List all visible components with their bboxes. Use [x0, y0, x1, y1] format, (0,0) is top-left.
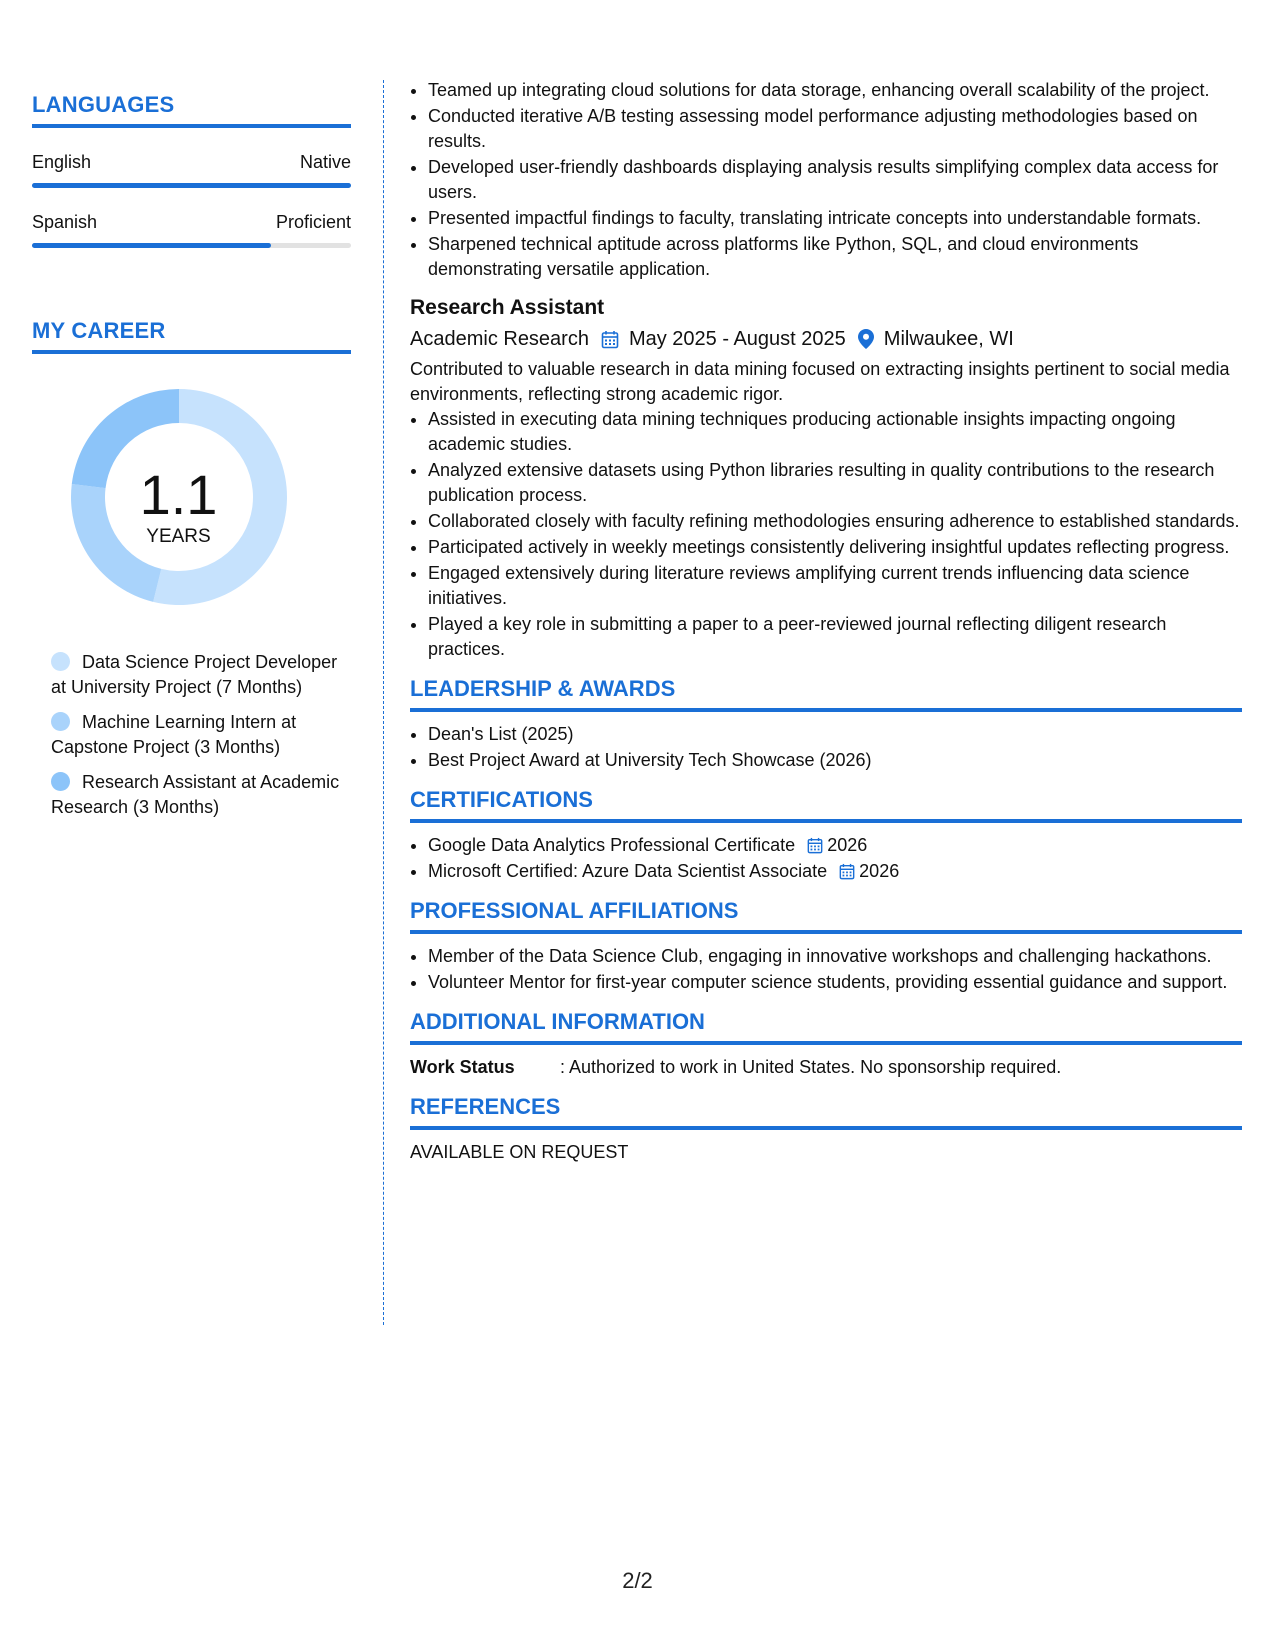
language-item — [32, 152, 351, 188]
bullet-item: • Engaged extensively during literature reviews amplifying current trends influencing data science initiatives. — [428, 561, 1242, 611]
bullet-item: • Developed user-friendly dashboards displaying analysis results simplifying complex data access for users. — [428, 155, 1242, 205]
left-column — [32, 92, 351, 830]
calendar-icon — [839, 863, 855, 880]
leadership-list — [410, 722, 1242, 773]
references-heading: REFERENCES — [410, 1094, 1242, 1130]
career-total-years: 1.1 — [139, 463, 218, 526]
certifications-list — [410, 833, 1242, 884]
right-column — [410, 78, 1242, 1165]
legend-dot-icon — [51, 772, 70, 791]
language-name: Spanish — [32, 212, 98, 232]
calendar-icon — [807, 837, 823, 854]
certification-name: • Microsoft Certified: Azure Data Scientist Associate — [428, 861, 828, 881]
job-dates: May 2025 - August 2025 — [628, 328, 846, 350]
calendar-icon — [601, 330, 619, 349]
career-legend-item — [51, 770, 351, 820]
career-donut-chart — [32, 384, 351, 624]
location-pin-icon — [858, 329, 874, 349]
bullet-item: • Assisted in executing data mining techniques producing actionable insights impacting ongoing academic studies. — [428, 407, 1242, 457]
bullet-item: • Played a key role in submitting a paper to a peer-reviewed journal reflecting diligent research practices. — [428, 612, 1242, 662]
career-heading: MY CAREER — [32, 318, 351, 354]
additional-info-heading: ADDITIONAL INFORMATION — [410, 1009, 1242, 1045]
award-item: • Best Project Award at University Tech Showcase (2026) — [428, 748, 1242, 773]
language-level: Native — [299, 152, 351, 172]
career-legend-item — [51, 710, 351, 760]
references-text: AVAILABLE ON REQUEST — [410, 1142, 629, 1162]
bullet-item: • Participated actively in weekly meetings consistently delivering insightful updates reflecting progress. — [428, 535, 1242, 560]
language-proficiency-fill — [32, 243, 271, 248]
affiliation-item: • Member of the Data Science Club, engaging in innovative workshops and challenging hackathons. — [428, 944, 1242, 969]
certification-year: 2026 — [859, 861, 900, 881]
career-section — [32, 318, 351, 820]
legend-dot-icon — [51, 652, 70, 671]
certification-year: 2026 — [827, 835, 868, 855]
language-name: English — [32, 152, 92, 172]
certification-name: • Google Data Analytics Professional Certificate — [428, 835, 796, 855]
award-item: • Dean's List (2025) — [428, 722, 1242, 747]
previous-job-bullets — [410, 78, 1242, 282]
bullet-item: • Collaborated closely with faculty refining methodologies ensuring adherence to established standards. — [428, 509, 1242, 534]
language-proficiency-bar — [32, 243, 351, 248]
affiliations-list — [410, 944, 1242, 995]
bullet-item: • Presented impactful findings to faculty, translating intricate concepts into understandable formats. — [428, 206, 1242, 231]
column-divider — [383, 80, 384, 1325]
career-legend-label: Machine Learning Intern at Capstone Project (3 Months) — [51, 712, 297, 757]
languages-heading: LANGUAGES — [32, 92, 351, 128]
career-legend-label: Research Assistant at Academic Research (3 Months) — [51, 772, 340, 817]
career-legend-label: Data Science Project Developer at University Project (7 Months) — [51, 652, 338, 697]
affiliation-item: • Volunteer Mentor for first-year computer science students, providing essential guidance and support. — [428, 970, 1242, 995]
career-legend — [32, 650, 351, 820]
certification-item — [428, 859, 1242, 884]
leadership-heading: LEADERSHIP & AWARDS — [410, 676, 1242, 712]
language-level: Proficient — [275, 212, 351, 232]
affiliations-heading: PROFESSIONAL AFFILIATIONS — [410, 898, 1242, 934]
job-company: Academic Research — [410, 328, 589, 350]
work-status-row — [410, 1055, 1242, 1080]
job-description: Contributed to valuable research in data mining focused on extracting insights pertinent to social media environments, reflecting strong academic rigor. — [410, 359, 1230, 404]
work-status-value: : Authorized to work in United States. No sponsorship required. — [560, 1057, 1062, 1077]
bullet-item: • Conducted iterative A/B testing assessing model performance adjusting methodologies based on results. — [428, 104, 1242, 154]
legend-dot-icon — [51, 712, 70, 731]
bullet-item: • Sharpened technical aptitude across platforms like Python, SQL, and cloud environments demonstrating versatile application. — [428, 232, 1242, 282]
career-total-unit: YEARS — [146, 526, 211, 547]
job-location: Milwaukee, WI — [883, 328, 1014, 350]
bullet-item: • Analyzed extensive datasets using Python libraries resulting in quality contributions to the research publication process. — [428, 458, 1242, 508]
language-proficiency-bar — [32, 183, 351, 188]
bullet-item: • Teamed up integrating cloud solutions for data storage, enhancing overall scalability of the project. — [428, 78, 1242, 103]
language-item — [32, 212, 351, 248]
career-legend-item — [51, 650, 351, 700]
job-bullets — [410, 407, 1242, 662]
page-number: 2/2 — [622, 1568, 653, 1593]
certification-item — [428, 833, 1242, 858]
job-title: Research Assistant — [410, 296, 605, 319]
language-proficiency-fill — [32, 183, 351, 188]
work-status-label: Work Status — [410, 1057, 515, 1077]
certifications-heading: CERTIFICATIONS — [410, 787, 1242, 823]
job-meta — [410, 325, 1242, 353]
